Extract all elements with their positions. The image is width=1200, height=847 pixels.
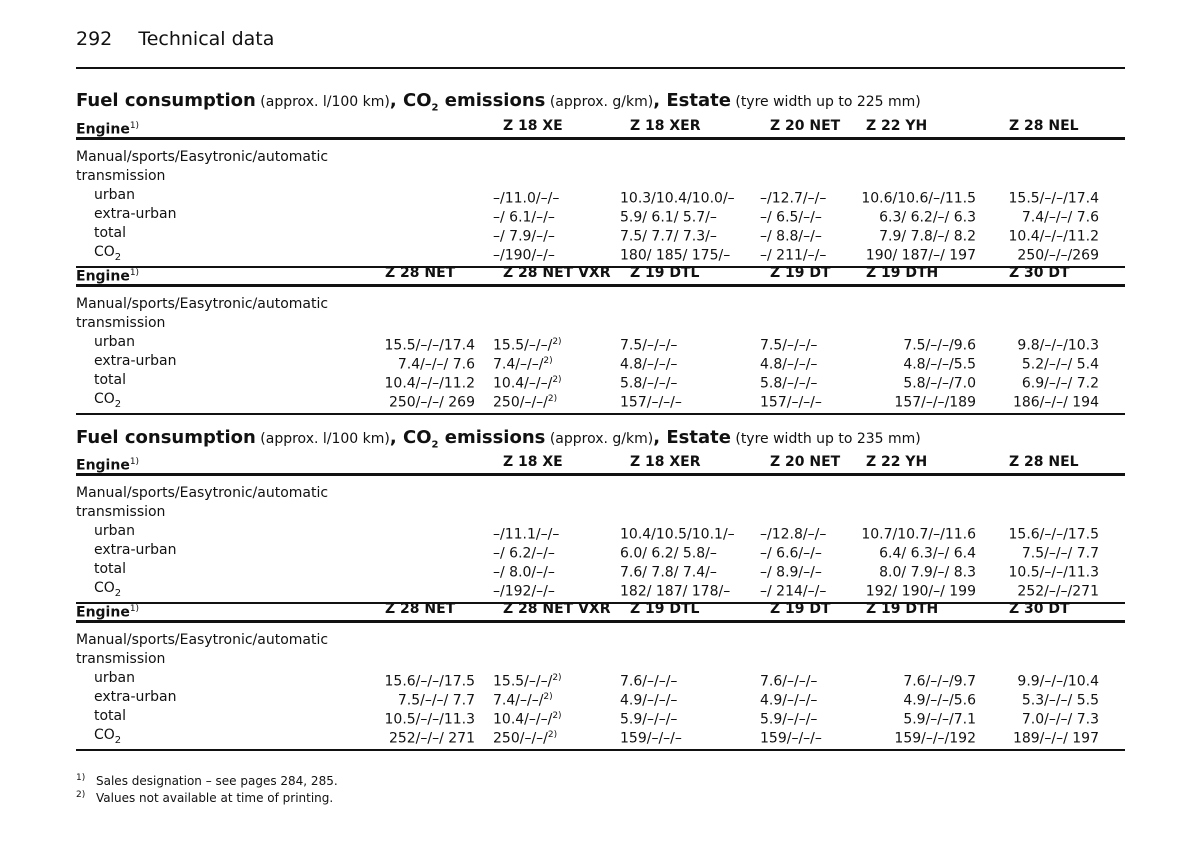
table-gap <box>76 140 1125 148</box>
value-cell <box>856 579 976 602</box>
title-co2-sub: 2 <box>431 439 439 451</box>
value-text: 5.8/–/–/– <box>760 375 818 392</box>
row-label-text: total <box>94 708 127 724</box>
footnote-text: Values not available at time of printing. <box>96 791 334 805</box>
value-cell <box>620 579 745 602</box>
table-bottom-rule <box>76 413 1125 415</box>
transmission-label: transmission <box>76 168 166 184</box>
value-text: –/ 8.9/–/– <box>760 564 822 581</box>
value-text: 15.5/–/–/ <box>493 673 553 690</box>
value-cell <box>999 726 1099 749</box>
table-row <box>76 371 1125 390</box>
row-label-text: extra-urban <box>94 542 177 558</box>
table-row <box>76 579 1125 598</box>
header-rule <box>76 67 1125 69</box>
value-text: –/11.1/–/– <box>493 526 560 543</box>
transmission-row <box>76 314 1125 333</box>
row-label-text: urban <box>94 334 135 350</box>
value-text: –/ 6.1/–/– <box>493 209 555 226</box>
value-cell <box>375 726 475 749</box>
title-co2: , CO <box>389 427 432 448</box>
engine-name: Z 28 NET VXR <box>503 601 611 617</box>
value-cell <box>999 579 1099 602</box>
title-unit: (approx. l/100 km) <box>255 431 390 447</box>
transmission-row <box>76 167 1125 186</box>
value-text: 10.4/–/–/11.2 <box>384 375 475 392</box>
data-table <box>76 264 1125 415</box>
value-cell <box>493 390 603 413</box>
value-text: 4.8/–/–/– <box>760 356 818 373</box>
value-text: 182/ 187/ 178/– <box>620 583 731 600</box>
row-label-text: total <box>94 225 127 241</box>
value-text: –/ 7.9/–/– <box>493 228 555 245</box>
transmission-row <box>76 295 1125 314</box>
title-tyre: (tyre width up to 225 mm) <box>730 94 921 110</box>
value-cell <box>760 243 835 266</box>
row-label <box>94 726 121 750</box>
value-text: 159/–/–/– <box>760 730 822 747</box>
engine-label-text: Engine <box>76 268 130 285</box>
table-row <box>76 669 1125 688</box>
row-label-text: total <box>94 372 127 388</box>
value-cell <box>760 726 835 749</box>
value-text: 7.0/–/–/ 7.3 <box>1021 711 1099 728</box>
title-co2: , CO <box>389 90 432 111</box>
value-text: –/192/–/– <box>493 583 555 600</box>
value-text: 10.4/–/–/ <box>493 711 553 728</box>
table-row <box>76 560 1125 579</box>
footnote <box>76 790 333 805</box>
subscript: 2 <box>114 251 122 263</box>
data-table <box>76 453 1125 604</box>
table-gap <box>76 623 1125 631</box>
value-text: 250/–/–/ <box>493 730 548 747</box>
value-text: –/190/–/– <box>493 247 555 264</box>
value-cell <box>493 243 603 266</box>
value-text: 157/–/–/189 <box>894 394 976 411</box>
table-row <box>76 390 1125 409</box>
footnote-ref: 1) <box>129 268 140 278</box>
value-text: 5.9/–/–/– <box>620 711 678 728</box>
engine-name: Z 18 XE <box>503 118 563 134</box>
value-text: 192/ 190/–/ 199 <box>865 583 976 600</box>
value-text: –/11.0/–/– <box>493 190 560 207</box>
value-text: 5.9/–/–/– <box>760 711 818 728</box>
value-text: 250/–/–/ <box>493 394 548 411</box>
table-row <box>76 333 1125 352</box>
row-label-text: CO <box>94 580 115 596</box>
section-title <box>76 427 921 451</box>
value-cell <box>999 390 1099 413</box>
value-text: 10.5/–/–/11.3 <box>384 711 475 728</box>
table-row <box>76 688 1125 707</box>
footnote-mark: 1) <box>76 773 86 783</box>
footnote-ref: 1) <box>129 121 140 131</box>
row-label-text: CO <box>94 727 115 743</box>
table-row <box>76 243 1125 262</box>
value-text: 9.8/–/–/10.3 <box>1017 337 1099 354</box>
engine-name: Z 28 NEL <box>1009 454 1079 470</box>
table-row <box>76 726 1125 745</box>
value-text: 7.5/ 7.7/ 7.3/– <box>620 228 717 245</box>
value-text: 10.5/–/–/11.3 <box>1008 564 1099 581</box>
footnote-ref: 2) <box>547 730 558 740</box>
value-text: 4.9/–/–/– <box>620 692 678 709</box>
row-label-text: extra-urban <box>94 353 177 369</box>
value-text: –/ 8.0/–/– <box>493 564 555 581</box>
value-cell <box>493 579 603 602</box>
value-text: 7.4/–/–/ 7.6 <box>397 356 475 373</box>
footnote <box>76 773 338 788</box>
row-label-text: CO <box>94 391 115 407</box>
value-text: 180/ 185/ 175/– <box>620 247 731 264</box>
table-row <box>76 352 1125 371</box>
engine-name: Z 19 DT <box>770 265 831 281</box>
table-gap <box>76 476 1125 484</box>
value-cell <box>856 726 976 749</box>
subscript: 2 <box>114 587 122 599</box>
footnote-ref: 2) <box>552 375 562 385</box>
value-text: 159/–/–/– <box>620 730 682 747</box>
engine-header-row <box>76 600 1125 620</box>
value-text: 5.9/–/–/7.1 <box>903 711 976 728</box>
value-cell <box>760 390 835 413</box>
value-text: 10.4/10.5/10.1/– <box>620 526 735 543</box>
title-unit: (approx. g/km) <box>545 94 654 110</box>
table-gap <box>76 287 1125 295</box>
value-text: 7.4/–/–/ 7.6 <box>1021 209 1099 226</box>
footnote-ref: 2) <box>552 673 562 683</box>
value-text: 157/–/–/– <box>620 394 682 411</box>
table-row <box>76 186 1125 205</box>
transmission-label: Manual/sports/Easytronic/automatic <box>76 632 329 648</box>
transmission-label: Manual/sports/Easytronic/automatic <box>76 149 329 165</box>
value-text: 7.5/–/–/– <box>620 337 678 354</box>
engine-name: Z 19 DTH <box>866 601 939 617</box>
value-text: 4.8/–/–/5.5 <box>903 356 976 373</box>
engine-label <box>76 453 139 476</box>
value-text: 4.8/–/–/– <box>620 356 678 373</box>
engine-name: Z 22 YH <box>866 454 928 470</box>
transmission-label: transmission <box>76 651 166 667</box>
value-text: 189/–/–/ 197 <box>1012 730 1099 747</box>
engine-name: Z 18 XE <box>503 454 563 470</box>
value-text: 7.5/–/–/ 7.7 <box>397 692 475 709</box>
value-text: 4.9/–/–/– <box>760 692 818 709</box>
value-text: 7.6/–/–/– <box>620 673 678 690</box>
value-text: 10.6/10.6/–/11.5 <box>861 190 976 207</box>
row-label-text: extra-urban <box>94 689 177 705</box>
transmission-row <box>76 148 1125 167</box>
engine-label <box>76 264 139 287</box>
engine-header-row <box>76 453 1125 473</box>
transmission-row <box>76 650 1125 669</box>
section-title <box>76 90 921 114</box>
engine-name: Z 22 YH <box>866 118 928 134</box>
value-text: 6.3/ 6.2/–/ 6.3 <box>879 209 976 226</box>
footnote-ref: 1) <box>129 604 140 614</box>
title-estate: , Estate <box>653 427 731 448</box>
row-label-text: urban <box>94 670 135 686</box>
value-text: –/ 6.2/–/– <box>493 545 555 562</box>
value-text: 159/–/–/192 <box>894 730 976 747</box>
table-bottom-rule <box>76 749 1125 751</box>
row-label-text: extra-urban <box>94 206 177 222</box>
engine-name: Z 19 DTL <box>630 265 700 281</box>
engine-label <box>76 600 139 623</box>
title-estate: , Estate <box>653 90 731 111</box>
engine-name: Z 30 DT <box>1009 601 1070 617</box>
title-co2-sub: 2 <box>431 102 439 114</box>
engine-name: Z 19 DT <box>770 601 831 617</box>
engine-name: Z 20 NET <box>770 118 841 134</box>
row-label-text: urban <box>94 523 135 539</box>
value-text: 6.4/ 6.3/–/ 6.4 <box>879 545 976 562</box>
value-text: 157/–/–/– <box>760 394 822 411</box>
footnote-ref: 2) <box>552 337 562 347</box>
value-text: 9.9/–/–/10.4 <box>1017 673 1099 690</box>
value-cell <box>760 579 835 602</box>
page-title: Technical data <box>138 28 275 50</box>
title-unit: (approx. l/100 km) <box>255 94 390 110</box>
title-emissions: emissions <box>438 427 546 448</box>
engine-name: Z 28 NET VXR <box>503 265 611 281</box>
value-cell <box>999 243 1099 266</box>
value-text: 7.5/–/–/9.6 <box>903 337 976 354</box>
value-text: –/12.8/–/– <box>760 526 827 543</box>
page-header <box>76 28 274 50</box>
value-cell <box>856 390 976 413</box>
transmission-row <box>76 503 1125 522</box>
engine-label <box>76 117 139 140</box>
value-text: 7.9/ 7.8/–/ 8.2 <box>879 228 976 245</box>
value-text: 252/–/–/271 <box>1017 583 1099 600</box>
engine-name: Z 30 DT <box>1009 265 1070 281</box>
table-row <box>76 224 1125 243</box>
value-text: 250/–/–/ 269 <box>388 394 475 411</box>
value-text: 7.6/ 7.8/ 7.4/– <box>620 564 717 581</box>
footnote-ref: 2) <box>552 711 562 721</box>
value-text: 5.8/–/–/7.0 <box>903 375 976 392</box>
value-text: 7.5/–/–/– <box>760 337 818 354</box>
value-text: 7.4/–/–/ <box>493 692 544 709</box>
engine-name: Z 19 DTL <box>630 601 700 617</box>
value-text: 10.4/–/–/ <box>493 375 553 392</box>
value-text: 15.5/–/–/17.4 <box>384 337 475 354</box>
engine-label-text: Engine <box>76 604 130 621</box>
subscript: 2 <box>114 734 122 746</box>
value-text: 15.6/–/–/17.5 <box>384 673 475 690</box>
row-label <box>94 390 121 414</box>
value-text: 252/–/–/ 271 <box>388 730 475 747</box>
value-text: –/ 6.5/–/– <box>760 209 822 226</box>
row-label-text: total <box>94 561 127 577</box>
engine-header-row <box>76 264 1125 284</box>
value-text: 250/–/–/269 <box>1017 247 1099 264</box>
engine-name: Z 28 NET <box>385 601 456 617</box>
title-main: Fuel consumption <box>76 90 256 111</box>
value-text: 5.3/–/–/ 5.5 <box>1021 692 1099 709</box>
title-tyre: (tyre width up to 235 mm) <box>730 431 921 447</box>
value-text: 6.0/ 6.2/ 5.8/– <box>620 545 717 562</box>
footnote-text: Sales designation – see pages 284, 285. <box>96 774 338 788</box>
row-label-text: CO <box>94 244 115 260</box>
value-text: 6.9/–/–/ 7.2 <box>1021 375 1099 392</box>
row-label-text: urban <box>94 187 135 203</box>
engine-header-row <box>76 117 1125 137</box>
footnote-mark: 2) <box>76 790 86 800</box>
footnote-ref: 2) <box>543 356 553 366</box>
page-number: 292 <box>76 28 113 50</box>
transmission-row <box>76 631 1125 650</box>
value-text: 10.4/–/–/11.2 <box>1008 228 1099 245</box>
engine-name: Z 19 DTH <box>866 265 939 281</box>
value-text: –/12.7/–/– <box>760 190 827 207</box>
value-text: 190/ 187/–/ 197 <box>865 247 976 264</box>
value-cell <box>856 243 976 266</box>
value-cell <box>493 726 603 749</box>
footnote-ref: 2) <box>547 394 558 404</box>
value-text: 7.5/–/–/ 7.7 <box>1021 545 1099 562</box>
value-text: –/ 8.8/–/– <box>760 228 822 245</box>
value-text: –/ 214/–/– <box>760 583 827 600</box>
value-cell <box>620 390 745 413</box>
value-text: 15.5/–/–/17.4 <box>1008 190 1099 207</box>
value-text: 15.6/–/–/17.5 <box>1008 526 1099 543</box>
value-text: 5.9/ 6.1/ 5.7/– <box>620 209 717 226</box>
table-row <box>76 541 1125 560</box>
value-text: 7.4/–/–/ <box>493 356 544 373</box>
value-text: 7.6/–/–/– <box>760 673 818 690</box>
table-row <box>76 205 1125 224</box>
engine-label-text: Engine <box>76 121 130 138</box>
data-table <box>76 600 1125 751</box>
value-cell <box>620 726 745 749</box>
engine-label-text: Engine <box>76 457 130 474</box>
value-text: –/ 211/–/– <box>760 247 827 264</box>
value-text: 5.8/–/–/– <box>620 375 678 392</box>
engine-name: Z 18 XER <box>630 118 701 134</box>
subscript: 2 <box>114 398 122 410</box>
value-cell <box>620 243 745 266</box>
footnote-ref: 2) <box>543 692 553 702</box>
footnote-ref: 1) <box>129 457 140 467</box>
value-text: 4.9/–/–/5.6 <box>903 692 976 709</box>
transmission-label: transmission <box>76 315 166 331</box>
data-table <box>76 117 1125 268</box>
value-text: 186/–/–/ 194 <box>1012 394 1099 411</box>
table-row <box>76 522 1125 541</box>
title-emissions: emissions <box>438 90 546 111</box>
value-text: 5.2/–/–/ 5.4 <box>1021 356 1099 373</box>
table-row <box>76 707 1125 726</box>
value-text: 15.5/–/–/ <box>493 337 553 354</box>
transmission-row <box>76 484 1125 503</box>
value-text: 10.3/10.4/10.0/– <box>620 190 735 207</box>
engine-name: Z 18 XER <box>630 454 701 470</box>
title-main: Fuel consumption <box>76 427 256 448</box>
transmission-label: Manual/sports/Easytronic/automatic <box>76 296 329 312</box>
value-text: 10.7/10.7/–/11.6 <box>861 526 976 543</box>
value-text: –/ 6.6/–/– <box>760 545 822 562</box>
engine-name: Z 28 NEL <box>1009 118 1079 134</box>
value-text: 7.6/–/–/9.7 <box>903 673 976 690</box>
value-cell <box>375 390 475 413</box>
engine-name: Z 28 NET <box>385 265 456 281</box>
transmission-label: transmission <box>76 504 166 520</box>
title-unit: (approx. g/km) <box>545 431 654 447</box>
value-text: 8.0/ 7.9/–/ 8.3 <box>879 564 976 581</box>
engine-name: Z 20 NET <box>770 454 841 470</box>
transmission-label: Manual/sports/Easytronic/automatic <box>76 485 329 501</box>
